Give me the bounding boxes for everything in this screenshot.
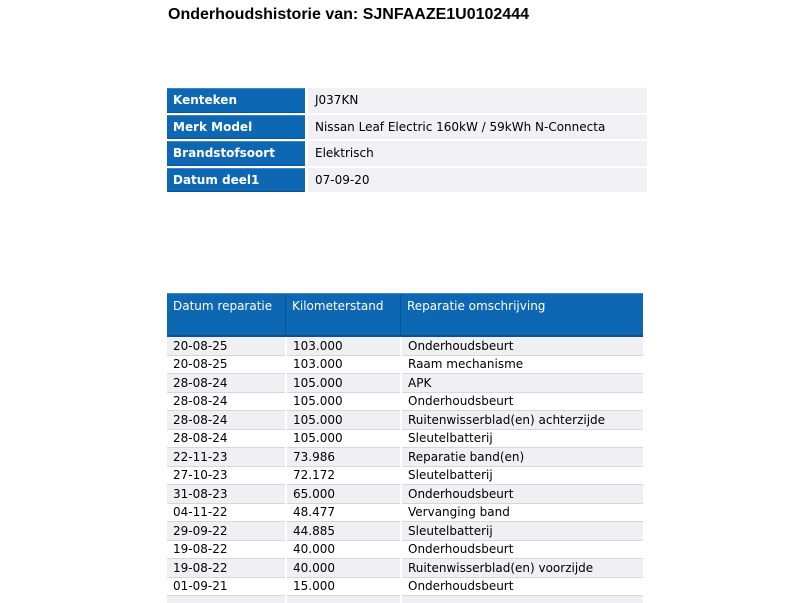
repair-date-cell: 28-08-24 (167, 411, 285, 430)
repair-description-cell: Raam mechanisme (402, 356, 643, 375)
history-row (167, 578, 643, 597)
history-row (167, 374, 643, 393)
maintenance-history-body (167, 337, 643, 603)
odometer-cell: 103.000 (287, 356, 400, 375)
odometer-cell: 65.000 (287, 485, 400, 504)
vehicle-info-label: Datum deel1 (167, 168, 305, 193)
odometer-cell: 105.000 (287, 374, 400, 393)
repair-date-cell: 22-11-23 (167, 448, 285, 467)
odometer-cell: 105.000 (287, 430, 400, 449)
repair-date-cell: 19-08-22 (167, 541, 285, 560)
vehicle-info-value: Elektrisch (308, 141, 647, 166)
history-row (167, 356, 643, 375)
repair-date-cell: 19-08-22 (167, 559, 285, 578)
vehicle-info-row (167, 88, 647, 113)
repair-date-cell: 31-08-23 (167, 485, 285, 504)
history-row (167, 522, 643, 541)
maintenance-history-table (167, 293, 643, 603)
repair-date-cell: 01-09-21 (167, 578, 285, 597)
repair-date-cell: 04-11-22 (167, 504, 285, 523)
vehicle-info-label: Brandstofsoort (167, 141, 305, 166)
history-row (167, 411, 643, 430)
repair-description-cell: Reparatie band(en) (402, 448, 643, 467)
repair-description-cell: Vervanging band (402, 504, 643, 523)
history-row (167, 337, 643, 356)
repair-description-cell: Ruitenwisserblad(en) voorzijde (402, 559, 643, 578)
history-row (167, 559, 643, 578)
odometer-cell: 73.986 (287, 448, 400, 467)
repair-description-cell: Sleutelbatterij (402, 522, 643, 541)
odometer-cell: 40.000 (287, 559, 400, 578)
repair-description-cell: Onderhoudsbeurt (402, 393, 643, 412)
repair-description-cell: Onderhoudsbeurt (402, 485, 643, 504)
repair-description-cell: Onderhoudsbeurt (402, 578, 643, 597)
history-row (167, 430, 643, 449)
odometer-cell: 40.000 (287, 541, 400, 560)
odometer-cell: 15.000 (287, 578, 400, 597)
odometer-cell: 105.000 (287, 393, 400, 412)
maintenance-history-header-row (167, 293, 643, 337)
page-title: Onderhoudshistorie van: SJNFAAZE1U0102444 (168, 6, 529, 23)
vehicle-info-table (167, 88, 647, 192)
column-header-kilometerstand: Kilometerstand (285, 294, 400, 335)
vehicle-info-row (167, 168, 647, 193)
repair-date-cell: 28-08-24 (167, 430, 285, 449)
repair-date-cell: 29-09-22 (167, 522, 285, 541)
repair-description-cell: Sleutelbatterij (402, 467, 643, 486)
history-row (167, 448, 643, 467)
vehicle-info-label: Kenteken (167, 88, 305, 113)
history-row (167, 467, 643, 486)
odometer-cell: 72.172 (287, 467, 400, 486)
repair-date-cell: 20-08-25 (167, 356, 285, 375)
vehicle-info-value: Nissan Leaf Electric 160kW / 59kWh N-Connecta (308, 115, 647, 140)
odometer-cell: 48.477 (287, 504, 400, 523)
repair-description-cell: Ruitenwisserblad(en) achterzijde (402, 411, 643, 430)
vehicle-info-label: Merk Model (167, 115, 305, 140)
odometer-cell: 105.000 (287, 411, 400, 430)
odometer-cell: 103.000 (287, 337, 400, 356)
history-row (167, 485, 643, 504)
repair-date-cell: 20-08-25 (167, 337, 285, 356)
repair-date-cell: 27-10-23 (167, 467, 285, 486)
history-row (167, 504, 643, 523)
vehicle-info-row (167, 115, 647, 140)
column-header-datum-reparatie: Datum reparatie (173, 299, 273, 313)
repair-description-cell: APK (402, 374, 643, 393)
history-row (167, 393, 643, 412)
vehicle-info-value: 07-09-20 (308, 168, 647, 193)
odometer-cell: 44.885 (287, 522, 400, 541)
history-row (167, 541, 643, 560)
repair-date-cell: 28-08-24 (167, 374, 285, 393)
repair-description-cell: Sleutelbatterij (402, 430, 643, 449)
vehicle-info-value: J037KN (308, 88, 647, 113)
column-header-reparatie-omschrijving: Reparatie omschrijving (400, 294, 643, 335)
vehicle-info-row (167, 141, 647, 166)
repair-date-cell: 28-08-24 (167, 393, 285, 412)
repair-description-cell: Onderhoudsbeurt (402, 337, 643, 356)
repair-description-cell: Onderhoudsbeurt (402, 541, 643, 560)
